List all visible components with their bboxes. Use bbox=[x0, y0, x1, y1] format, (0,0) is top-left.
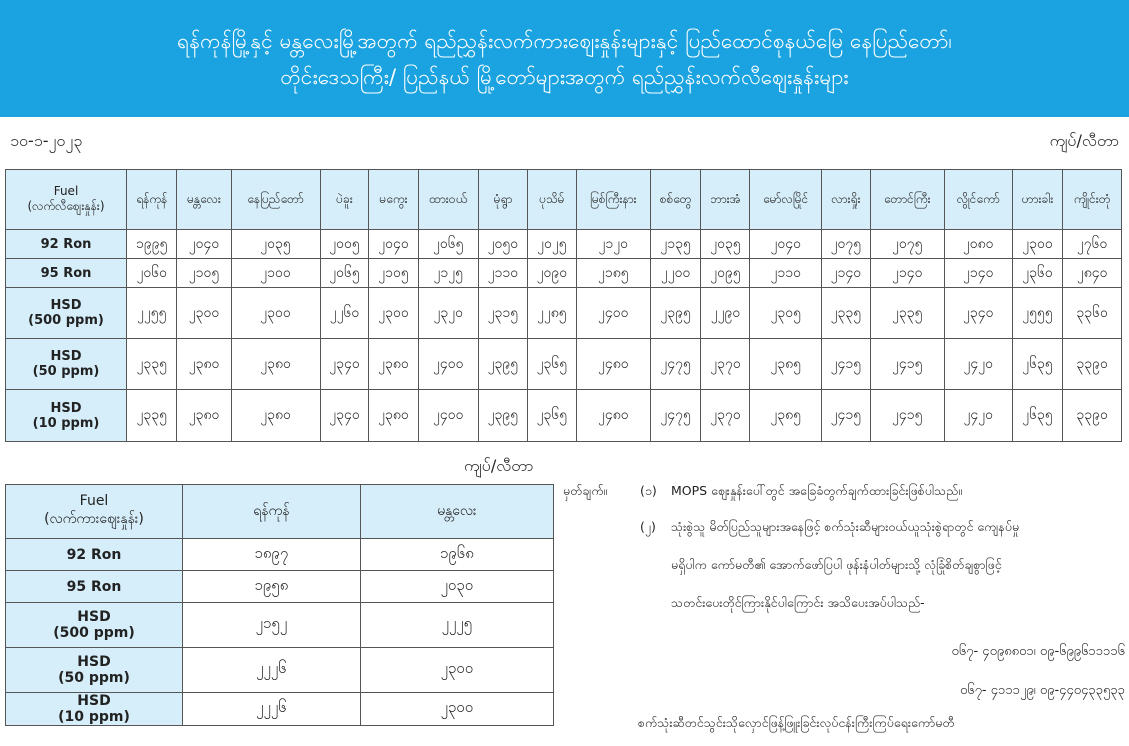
price-cell: ၂၃၇၀ bbox=[701, 390, 750, 442]
price-cell: ၁၈၉၇ bbox=[183, 539, 361, 571]
fuel-header-title: Fuel bbox=[53, 183, 79, 198]
price-cell: ၂၂၂၅ bbox=[360, 603, 553, 648]
city-header: လားရှိုး bbox=[821, 170, 870, 230]
price-cell: ၂၀၆၅ bbox=[418, 230, 478, 259]
price-cell: ၂၃၀၀ bbox=[177, 288, 231, 339]
fuel-type-cell bbox=[6, 603, 183, 648]
phone-line-1: ၀၆၇- ၄၀၉၈၈၀၁၊ ၀၉-၆၉၉၆၁၁၁၁၆ bbox=[951, 644, 1125, 659]
unit-label: ကျပ်/လီတာ bbox=[1049, 131, 1119, 150]
price-cell: ၂၃၂၀ bbox=[418, 288, 478, 339]
price-cell: ၁၉၆၈ bbox=[360, 539, 553, 571]
price-cell: ၂၁၂၅ bbox=[418, 259, 478, 288]
fuel-type-cell bbox=[6, 571, 183, 603]
fuel-type-name: 95 Ron bbox=[40, 265, 92, 281]
fuel-type-cell bbox=[6, 693, 183, 726]
price-cell: ၂၃၀၀ bbox=[360, 648, 553, 693]
price-cell: ၂၃၄၀ bbox=[944, 288, 1012, 339]
table-row bbox=[6, 648, 554, 693]
date-label: ၁၀-၁-၂၀၂၃ bbox=[10, 131, 83, 150]
city-header: လွိုင်ကော် bbox=[944, 170, 1012, 230]
price-cell: ၂၀၇၅ bbox=[821, 230, 870, 259]
city-header: နေပြည်တော် bbox=[231, 170, 320, 230]
city-header: ဘားအံ bbox=[701, 170, 750, 230]
fuel-header bbox=[6, 170, 127, 230]
city-header: တောင်ကြီး bbox=[870, 170, 944, 230]
price-cell: ၂၂၂၆ bbox=[183, 693, 361, 726]
fuel-type-name: 92 Ron bbox=[40, 236, 92, 252]
fuel-type-name: HSD bbox=[77, 693, 111, 709]
committee-name: စက်သုံးဆီတင်သွင်းသိုလှောင်ဖြန့်ဖြူးခြင်းလုပ်ငန်းကြီးကြပ်ရေးကော်မတီ bbox=[638, 715, 955, 730]
price-cell: ၂၅၅၅ bbox=[1012, 288, 1063, 339]
price-cell: ၂၂၉၀ bbox=[701, 288, 750, 339]
price-cell: ၂၂၅၅ bbox=[127, 288, 177, 339]
price-cell: ၂၄၀၀ bbox=[418, 339, 478, 390]
price-cell: ၁၉၉၅ bbox=[127, 230, 177, 259]
price-cell: ၂၃၈၀ bbox=[177, 339, 231, 390]
table-row bbox=[6, 259, 1122, 288]
city-header: မန္တလေး bbox=[177, 170, 231, 230]
price-cell: ၂၈၄၀ bbox=[1063, 259, 1122, 288]
fuel-type-name: 95 Ron bbox=[66, 578, 122, 595]
price-cell: ၂၄၀၀ bbox=[576, 288, 650, 339]
city-header: ရန်ကုန် bbox=[127, 170, 177, 230]
price-cell: ၂၄၁၅ bbox=[821, 390, 870, 442]
price-cell: ၂၁၅၂ bbox=[183, 603, 361, 648]
fuel-type-cell bbox=[6, 288, 127, 339]
price-cell: ၂၄၀၀ bbox=[418, 390, 478, 442]
price-cell: ၂၃၃၅ bbox=[870, 288, 944, 339]
price-cell: ၂၀၃၅ bbox=[701, 230, 750, 259]
table-row bbox=[6, 539, 554, 571]
title-line-2: တိုင်းဒေသကြီး/ ပြည်နယ် မြို့တော်များအတွက် ရည်ညွှန်းလက်လီဈေးနှုန်းများ bbox=[280, 64, 849, 89]
fuel-header bbox=[6, 485, 183, 539]
price-cell: ၂၁၂၀ bbox=[576, 230, 650, 259]
fuel-type-grade: (50 ppm) bbox=[32, 364, 100, 379]
price-cell: ၂၀၀၅ bbox=[320, 230, 369, 259]
retail-price-table bbox=[5, 169, 1122, 442]
price-cell: ၂၁၀၅ bbox=[177, 259, 231, 288]
price-cell: ၂၃၈၀ bbox=[231, 390, 320, 442]
table-row bbox=[6, 603, 554, 648]
table-row bbox=[6, 693, 554, 726]
city-header: ဟားခါး bbox=[1012, 170, 1063, 230]
title-banner bbox=[0, 0, 1129, 117]
price-cell: ၂၄၇၅ bbox=[650, 390, 701, 442]
fuel-type-cell bbox=[6, 648, 183, 693]
price-cell: ၂၄၁၅ bbox=[821, 339, 870, 390]
table-row bbox=[6, 390, 1122, 442]
wholesale-unit-label: ကျပ်/လီတာ bbox=[464, 456, 534, 475]
price-cell: ၂၃၃၅ bbox=[127, 390, 177, 442]
fuel-type-name: HSD bbox=[50, 400, 82, 416]
price-cell: ၂၄၈၀ bbox=[576, 339, 650, 390]
price-cell: ၂၂၂၆ bbox=[183, 648, 361, 693]
fuel-header-subtitle: (လက်လီဈေးနှုန်း) bbox=[27, 198, 105, 213]
price-cell: ၂၃၉၅ bbox=[478, 390, 527, 442]
fuel-type-name: HSD bbox=[50, 298, 82, 313]
city-header: မန္တလေး bbox=[360, 485, 553, 539]
price-cell: ၂၃၀၀ bbox=[1012, 230, 1063, 259]
note-2-line-2: မရှိပါက ကော်မတီ၏ အောက်ဖော်ပြပါ ဖုန်းနံပါတ်များသို့ လုံခြုံစိတ်ချစွာဖြင့် bbox=[671, 557, 1002, 572]
price-cell: ၂၁၀၀ bbox=[231, 259, 320, 288]
phone-line-2: ၀၆၇- ၄၁၁၁၂၉၊ ၀၉-၄၄၀၄၃၃၅၃၃ bbox=[959, 683, 1125, 698]
price-cell: ၂၀၇၅ bbox=[870, 230, 944, 259]
price-cell: ၂၁၈၅ bbox=[576, 259, 650, 288]
fuel-header-subtitle: (လက်ကားဈေးနှုန်း) bbox=[44, 511, 144, 527]
fuel-type-grade: (500 ppm) bbox=[28, 313, 104, 328]
note-2-number: (၂) bbox=[640, 519, 656, 534]
price-cell: ၂၁၄၀ bbox=[821, 259, 870, 288]
wholesale-price-table bbox=[5, 484, 554, 726]
price-cell: ၂၃၈၀ bbox=[177, 390, 231, 442]
price-cell: ၂၃၈၅ bbox=[750, 390, 822, 442]
price-cell: ၂၃၀၀ bbox=[360, 693, 553, 726]
price-cell: ၃၃၉၀ bbox=[1063, 390, 1122, 442]
price-cell: ၂၂၆၀ bbox=[320, 288, 369, 339]
table-row bbox=[6, 288, 1122, 339]
note-1-text: MOPS ဈေးနှုန်းပေါ်တွင် အခြေခံတွက်ချက်ထားခြင်းဖြစ်ပါသည်။ bbox=[671, 483, 963, 498]
title-line-1: ရန်ကုန်မြို့နှင့် မန္တလေးမြို့အတွက် ရည်ညွှန်းလက်ကားဈေးနှုန်းများနှင့် ပြည်ထောင်စုနယ်မြေ နေပြည်တော်၊ bbox=[177, 28, 952, 53]
city-header: စစ်တွေ bbox=[650, 170, 701, 230]
price-cell: ၂၃၇၀ bbox=[701, 339, 750, 390]
fuel-type-grade: (10 ppm) bbox=[32, 415, 100, 431]
price-cell: ၂၃၀၀ bbox=[369, 288, 418, 339]
price-cell: ၂၀၄၀ bbox=[369, 230, 418, 259]
price-cell: ၂၀၉၅ bbox=[701, 259, 750, 288]
price-cell: ၂၃၄၀ bbox=[320, 339, 369, 390]
price-cell: ၂၄၁၅ bbox=[870, 339, 944, 390]
price-cell: ၁၉၅၈ bbox=[183, 571, 361, 603]
table-row bbox=[6, 230, 1122, 259]
price-cell: ၂၁၄၀ bbox=[870, 259, 944, 288]
price-cell: ၂၄၁၅ bbox=[870, 390, 944, 442]
price-cell: ၂၃၀၀ bbox=[231, 288, 320, 339]
fuel-type-cell bbox=[6, 230, 127, 259]
price-cell: ၂၃၉၅ bbox=[650, 288, 701, 339]
price-cell: ၂၁၀၅ bbox=[369, 259, 418, 288]
fuel-type-grade: (50 ppm) bbox=[58, 670, 130, 686]
fuel-type-cell bbox=[6, 390, 127, 442]
price-cell: ၂၀၆၅ bbox=[320, 259, 369, 288]
city-header: ပဲခူး bbox=[320, 170, 369, 230]
city-header: မကွေး bbox=[369, 170, 418, 230]
price-cell: ၂၀၃၅ bbox=[231, 230, 320, 259]
price-cell: ၂၃၉၅ bbox=[478, 339, 527, 390]
price-cell: ၂၁၁၀ bbox=[478, 259, 527, 288]
price-cell: ၂၃၃၅ bbox=[127, 339, 177, 390]
price-cell: ၂၀၉၀ bbox=[527, 259, 576, 288]
price-cell: ၂၃၃၅ bbox=[821, 288, 870, 339]
price-cell: ၂၆၃၅ bbox=[1012, 339, 1063, 390]
city-header: မြစ်ကြီးနား bbox=[576, 170, 650, 230]
price-cell: ၂၃၆၅ bbox=[527, 339, 576, 390]
price-cell: ၂၄၈၀ bbox=[576, 390, 650, 442]
price-cell: ၂၃၈၀ bbox=[369, 339, 418, 390]
price-cell: ၂၆၃၅ bbox=[1012, 390, 1063, 442]
fuel-header-title: Fuel bbox=[79, 493, 109, 509]
table-row bbox=[6, 339, 1122, 390]
fuel-type-cell bbox=[6, 339, 127, 390]
city-header: ရန်ကုန် bbox=[183, 485, 361, 539]
price-cell: ၂၁၄၀ bbox=[944, 259, 1012, 288]
price-cell: ၃၃၉၀ bbox=[1063, 339, 1122, 390]
price-cell: ၂၀၄၀ bbox=[177, 230, 231, 259]
fuel-type-grade: (500 ppm) bbox=[53, 625, 135, 641]
price-cell: ၂၂၀၀ bbox=[650, 259, 701, 288]
fuel-type-name: HSD bbox=[77, 654, 111, 670]
note-1-number: (၁) bbox=[640, 483, 657, 498]
price-cell: ၂၀၈၀ bbox=[944, 230, 1012, 259]
city-header: ထားဝယ် bbox=[418, 170, 478, 230]
fuel-type-name: HSD bbox=[50, 349, 82, 364]
note-2-line-1: သုံးစွဲသူ မိတ်ပြည်သူများအနေဖြင့် စက်သုံးဆီများဝယ်ယူသုံးစွဲရာတွင် ကျေနပ်မှု bbox=[671, 519, 1020, 534]
fuel-type-cell bbox=[6, 259, 127, 288]
city-header: မော်လမြိုင် bbox=[750, 170, 822, 230]
price-cell: ၂၄၂၀ bbox=[944, 339, 1012, 390]
price-cell: ၂၃၈၀ bbox=[369, 390, 418, 442]
note-2-line-3: သတင်းပေးတိုင်ကြားနိုင်ပါကြောင်း အသိပေးအပ်ပါသည်- bbox=[671, 595, 925, 610]
price-cell: ၂၃၁၅ bbox=[478, 288, 527, 339]
price-cell: ၂၃၆၅ bbox=[527, 390, 576, 442]
fuel-type-name: 92 Ron bbox=[66, 546, 122, 563]
price-cell: ၂၀၅၀ bbox=[478, 230, 527, 259]
price-cell: ၂၇၆၀ bbox=[1063, 230, 1122, 259]
fuel-type-name: HSD bbox=[77, 609, 111, 625]
price-cell: ၂၄၂၀ bbox=[944, 390, 1012, 442]
city-header: ပုသိမ် bbox=[527, 170, 576, 230]
price-cell: ၂၀၄၀ bbox=[750, 230, 822, 259]
price-cell: ၂၃၈၅ bbox=[750, 339, 822, 390]
price-cell: ၂၀၃၀ bbox=[360, 571, 553, 603]
price-cell: ၂၁၃၅ bbox=[650, 230, 701, 259]
fuel-type-cell bbox=[6, 539, 183, 571]
city-header: မုံရွာ bbox=[478, 170, 527, 230]
price-cell: ၂၁၁၀ bbox=[750, 259, 822, 288]
price-cell: ၂၃၈၀ bbox=[231, 339, 320, 390]
price-cell: ၃၃၆၀ bbox=[1063, 288, 1122, 339]
price-cell: ၂၀၂၅ bbox=[527, 230, 576, 259]
fuel-type-grade: (10 ppm) bbox=[58, 709, 130, 725]
price-cell: ၂၄၇၅ bbox=[650, 339, 701, 390]
price-cell: ၂၀၆၀ bbox=[127, 259, 177, 288]
price-cell: ၂၃၆၀ bbox=[1012, 259, 1063, 288]
price-cell: ၂၂၈၅ bbox=[527, 288, 576, 339]
city-header: ကျိုင်းတုံ bbox=[1063, 170, 1122, 230]
notes-label: မှတ်ချက်။ bbox=[563, 483, 608, 498]
table-row bbox=[6, 571, 554, 603]
price-cell: ၂၃၄၀ bbox=[320, 390, 369, 442]
price-cell: ၂၃၀၅ bbox=[750, 288, 822, 339]
